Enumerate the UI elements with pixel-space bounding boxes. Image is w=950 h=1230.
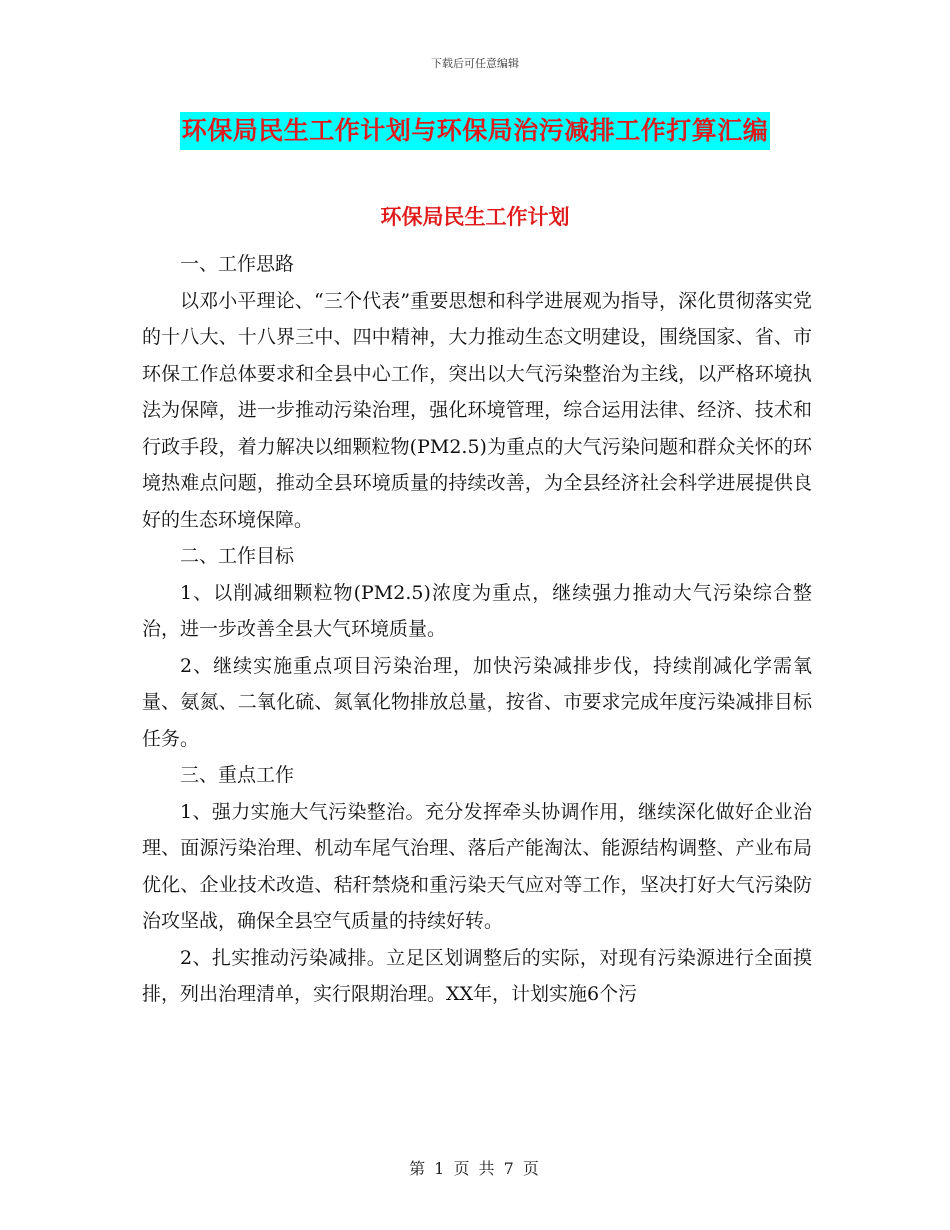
paragraph-goal-2: 2、继续实施重点项目污染治理，加快污染减排步伐，持续削减化学需氧量、氨氮、二氧化硫、氮氧化物排放总量，按省、市要求完成年度污染减排目标任务。: [142, 654, 812, 750]
heading-key-work: 三、重点工作: [180, 764, 295, 786]
page-number: 第 1 页 共 7 页: [409, 1159, 541, 1178]
heading-work-approach: 一、工作思路: [180, 253, 295, 275]
paragraph-goal-1: 1、以削减细颗粒物(PM2.5)浓度为重点，继续强力推动大气污染综合整治，进一步改善全县大气环境质量。: [142, 581, 812, 640]
paragraph-key-work-1: 1、强力实施大气污染整治。充分发挥牵头协调作用，继续深化做好企业治理、面源污染治理、机动车尾气治理、落后产能淘汰、能源结构调整、产业布局优化、企业技术改造、秸秆禁烧和重污染天气应对等工作，坚决打好大气污染防治攻坚战，确保全县空气质量的持续好转。: [142, 800, 812, 932]
header-note: 下载后可任意编辑: [431, 57, 519, 70]
document-body: [142, 246, 812, 1013]
paragraph-work-approach: 以邓小平理论、“三个代表”重要思想和科学进展观为指导，深化贯彻落实党的十八大、十八界三中、四中精神，大力推动生态文明建设，围绕国家、省、市环保工作总体要求和全县中心工作，突出以大气污染整治为主线，以严格环境执法为保障，进一步推动污染治理，强化环境管理，综合运用法律、经济、技术和行政手段，着力解决以细颗粒物(PM2.5)为重点的大气污染问题和群众关怀的环境热难点问题，推动全县环境质量的持续改善，为全县经济社会科学进展提供良好的生态环境保障。: [142, 289, 812, 531]
main-title-container: [0, 112, 950, 150]
main-title: 环保局民生工作计划与环保局治污减排工作打算汇编: [180, 112, 771, 150]
section-title: 环保局民生工作计划: [380, 204, 570, 229]
paragraph-key-work-2: 2、扎实推动污染减排。立足区划调整后的实际，对现有污染源进行全面摸排，列出治理清单，实行限期治理。XX年，计划实施6个污: [142, 946, 812, 1005]
heading-work-goals: 二、工作目标: [180, 545, 295, 567]
